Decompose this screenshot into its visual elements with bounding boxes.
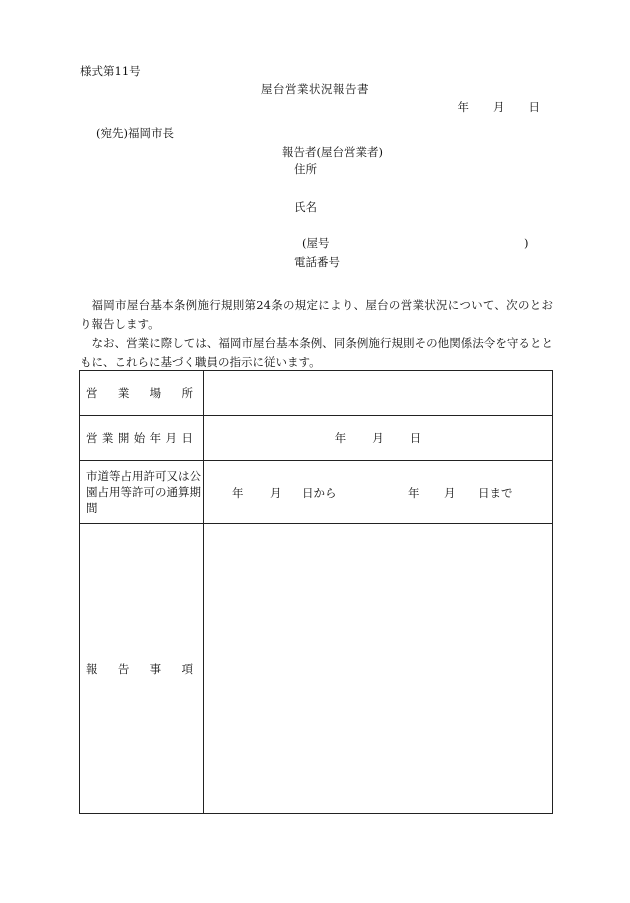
permit-period-label: 市道等占用許可又は公園占用等許可の通算期間 [80, 461, 204, 524]
body-paragraph-2: なお、営業に際しては、福岡市屋台基本条例、同条例施行規則その他関係法令を守るとともに、これらに基づく職員の指示に従います。 [80, 336, 553, 369]
table-row-report-items [80, 524, 553, 814]
shop-name-open-label: (屋号 [302, 236, 330, 250]
address-label: 住所 [294, 162, 317, 176]
name-label: 氏名 [294, 200, 317, 214]
permit-period-field[interactable]: 年 月 日から 年 月 日まで [204, 461, 553, 524]
date-month: 月 [493, 100, 505, 114]
tel-label: 電話番号 [294, 255, 340, 269]
business-location-label: 営 業 場 所 [80, 371, 204, 416]
report-items-field[interactable] [204, 524, 553, 814]
reporter-label: 報告者(屋台営業者) [282, 145, 383, 159]
table-row-location [80, 371, 553, 416]
report-date [458, 101, 541, 115]
business-location-field[interactable] [204, 371, 553, 416]
report-items-label: 報 告 事 項 [80, 524, 204, 814]
business-start-date-field[interactable]: 年 月 日 [204, 416, 553, 461]
shop-name-close-paren: ) [524, 236, 529, 250]
date-day: 日 [528, 100, 540, 114]
business-start-date-label: 営 業 開 始 年 月 日 [80, 416, 204, 461]
form-number: 様式第11号 [80, 64, 141, 78]
table-row-permit-period [80, 461, 553, 524]
report-form-table [79, 370, 553, 814]
table-row-start-date [80, 416, 553, 461]
document-title: 屋台営業状況報告書 [261, 82, 369, 96]
body-paragraph-1: 福岡市屋台基本条例施行規則第24条の規定により、屋台の営業状況について、次のとおり報告します。 [80, 298, 553, 331]
date-year: 年 [457, 100, 469, 114]
addressee: (宛先)福岡市長 [96, 126, 174, 140]
